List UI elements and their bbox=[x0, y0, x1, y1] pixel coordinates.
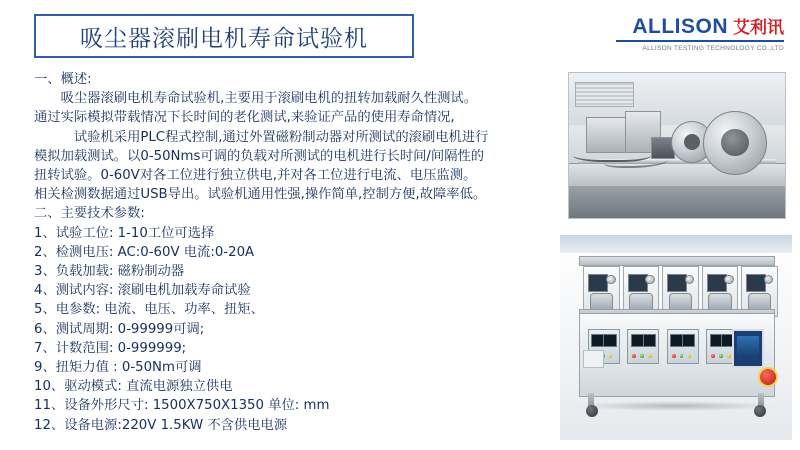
overview-line-3: 试验机采用PLC程式控制,通过外置磁粉制动器对所测试的滚刷电机进行 bbox=[73, 129, 489, 145]
spec-item-12: 12、设备电源:220V 1.5KW 不含供电电源 bbox=[34, 417, 288, 433]
spec-item-3: 3、负载加载: 磁粉制动器 bbox=[34, 264, 185, 280]
spec-item-6: 6、测试周期: 0-99999可调; bbox=[34, 321, 205, 337]
specs-section bbox=[34, 204, 554, 434]
current-meter-display bbox=[682, 334, 695, 347]
overview-line-6: 相关检测数据通过USB导出。试验机通用性强,操作简单,控制方便,故障率低。 bbox=[34, 187, 487, 203]
logo-tagline: ALLISON TESTING TECHNOLOGY CO.,LTD bbox=[642, 45, 784, 52]
overview-line-1: 吸尘器滚刷电机寿命试验机,主要用于滚刷电机的扭转加载耐久性测试。 bbox=[60, 91, 478, 107]
full-machine-photo bbox=[560, 235, 792, 440]
machine-interior-photo bbox=[568, 72, 786, 219]
magnetic-powder-brake bbox=[703, 111, 767, 175]
station-knob-icon bbox=[685, 275, 695, 285]
led-indicator-yellow bbox=[648, 354, 652, 358]
caster-wheel-left bbox=[586, 405, 598, 417]
station-knob-icon bbox=[606, 275, 616, 285]
photo-backdrop bbox=[560, 235, 792, 253]
logo-divider bbox=[616, 40, 784, 42]
page-title-box bbox=[34, 14, 414, 58]
logo-brand-cn: 艾利讯 bbox=[733, 18, 784, 38]
specs-heading: 二、主要技术参数: bbox=[34, 206, 145, 222]
content-text bbox=[34, 70, 554, 435]
led-indicator-yellow bbox=[727, 354, 731, 358]
overview-line-5: 扭转试验。0-60V对各工位进行独立供电,并对各工位进行电流、电压监测。 bbox=[34, 168, 477, 184]
led-indicator-green bbox=[640, 354, 644, 358]
spec-item-9: 9、扭矩力值 : 0-50Nm可调 bbox=[34, 360, 202, 376]
station-display bbox=[746, 274, 766, 293]
meter-panel-3 bbox=[667, 329, 699, 364]
nameplate-label bbox=[583, 350, 604, 368]
station-knob-icon bbox=[724, 275, 734, 285]
led-indicator-red bbox=[672, 354, 676, 358]
station-display bbox=[588, 274, 608, 293]
spec-item-5: 5、电参数: 电流、电压、功率、扭矩、 bbox=[34, 302, 264, 318]
station-knob-icon bbox=[764, 275, 774, 285]
spec-item-1: 1、试验工位: 1-10工位可选择 bbox=[34, 225, 215, 241]
station-knob-icon bbox=[645, 275, 655, 285]
led-indicator-green bbox=[719, 354, 723, 358]
meter-panel-2 bbox=[627, 329, 659, 364]
floor-shadow bbox=[574, 401, 778, 411]
spec-item-4: 4、测试内容: 滚刷电机加载寿命试验 bbox=[34, 283, 251, 299]
spec-item-11: 11、设备外形尺寸: 1500X750X1350 单位: mm bbox=[34, 398, 330, 414]
led-indicator-green bbox=[680, 354, 684, 358]
led-indicator-yellow bbox=[688, 354, 692, 358]
upper-frame-rail bbox=[579, 256, 776, 266]
spec-item-10: 10、驱动模式: 直流电源独立供电 bbox=[34, 379, 233, 395]
vent-grille bbox=[575, 82, 633, 107]
photo-floor bbox=[569, 186, 785, 218]
emergency-stop-button[interactable] bbox=[758, 367, 778, 387]
overview-line-2: 通过实际模拟带载情况下长时间的老化测试,来验证产品的使用寿命情况, bbox=[34, 110, 455, 126]
company-logo bbox=[616, 16, 784, 53]
spec-item-2: 2、检测电压: AC:0-60V 电流:0-20A bbox=[34, 244, 255, 260]
hmi-touch-panel[interactable] bbox=[732, 329, 764, 368]
led-indicator-red bbox=[711, 354, 715, 358]
overview-heading: 一、概述: bbox=[34, 72, 92, 87]
led-indicator-yellow bbox=[609, 354, 613, 358]
current-meter-display bbox=[603, 334, 616, 347]
overview-line-4: 模拟加载测试。以0-50Nms可调的负载对所测试的电机进行长时间/间隔性的 bbox=[34, 148, 485, 164]
spec-item-7: 7、计数范围: 0-999999; bbox=[34, 340, 187, 356]
logo-text-row bbox=[616, 16, 784, 37]
logo-brand-en: ALLISON bbox=[632, 15, 728, 38]
current-meter-display bbox=[643, 334, 656, 347]
led-indicator-red bbox=[632, 354, 636, 358]
station-display bbox=[667, 274, 687, 293]
page-title: 吸尘器滚刷电机寿命试验机 bbox=[80, 25, 368, 52]
